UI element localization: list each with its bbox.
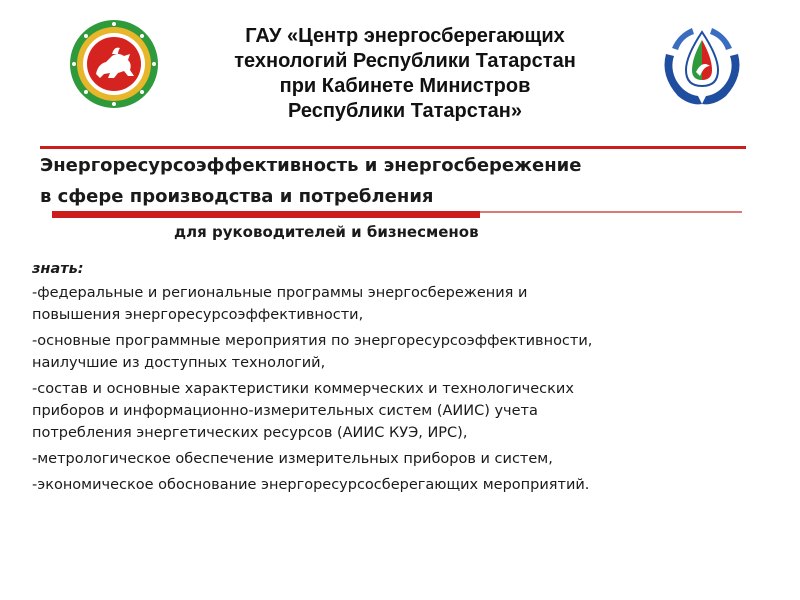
organization-title <box>170 24 640 124</box>
list-item-line: -основные программные мероприятия по энергоресурсоэффективности, <box>32 333 593 349</box>
list-item <box>32 378 792 444</box>
accent-divider-thick <box>52 211 480 218</box>
list-item-line: потребления энергетических ресурсов (АИИС КУЭ, ИРС), <box>32 425 468 441</box>
top-divider <box>40 146 746 149</box>
org-title-line: при Кабинете Министров <box>279 75 531 97</box>
list-item-line: приборов и информационно-измерительных систем (АИИС) учета <box>32 403 538 419</box>
list-item-line: -экономическое обоснование энергоресурсосберегающих мероприятий. <box>32 477 590 493</box>
org-title-line: технологий Республики Татарстан <box>234 50 576 72</box>
course-title-line: в сфере производства и потребления <box>40 186 434 207</box>
list-item-line: повышения энергоресурсоэффективности, <box>32 307 364 323</box>
list-item <box>32 282 792 326</box>
audience-label: для руководителей и бизнесменов <box>174 223 479 241</box>
list-item-line: -метрологическое обеспечение измерительных приборов и систем, <box>32 451 553 467</box>
course-content <box>32 258 792 500</box>
list-item-line: наилучшие из доступных технологий, <box>32 355 326 371</box>
know-heading: знать: <box>32 261 84 277</box>
list-item <box>32 330 792 374</box>
course-title-line: Энергоресурсоэффективность и энергосбережение <box>40 155 582 176</box>
list-item <box>32 474 792 496</box>
tatarstan-coat-of-arms-icon <box>68 18 160 110</box>
list-item-line: -состав и основные характеристики коммерческих и технологических <box>32 381 574 397</box>
course-title <box>40 150 770 212</box>
list-item <box>32 448 792 470</box>
org-title-line: Республики Татарстан» <box>288 100 522 122</box>
list-item-line: -федеральные и региональные программы энергосбережения и <box>32 285 528 301</box>
org-title-line: ГАУ «Центр энергосберегающих <box>245 25 565 47</box>
accent-divider-thin <box>480 211 742 213</box>
energy-saving-center-logo-icon <box>656 14 748 110</box>
